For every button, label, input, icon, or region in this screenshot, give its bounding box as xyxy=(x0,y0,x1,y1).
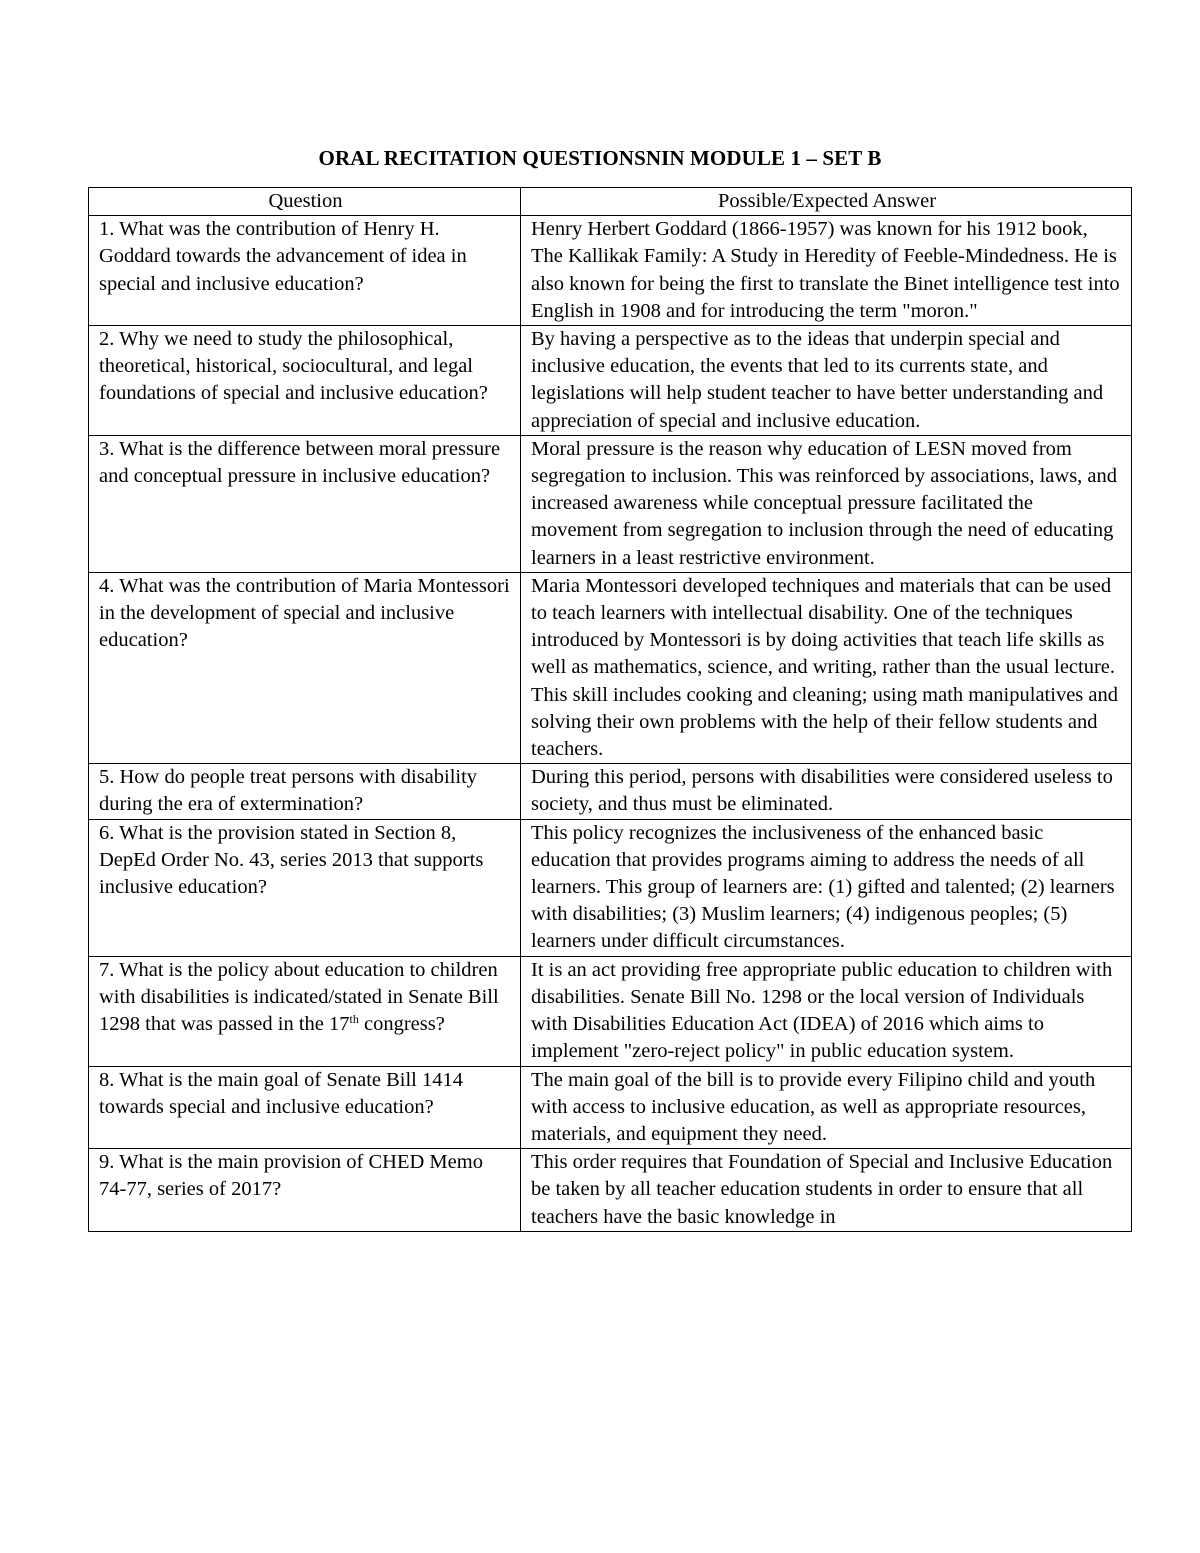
table-row xyxy=(89,764,1132,819)
qa-table xyxy=(88,187,1132,1232)
table-header-row xyxy=(89,188,1132,216)
answer-cell: Moral pressure is the reason why education of LESN moved from segregation to inclusion. This was reinforced by associations, laws, and increased awareness while conceptual pressure facilitated the movement from segregation to inclusion through the need of educating learners in a least restrictive environment. xyxy=(521,435,1132,572)
question-cell: 2. Why we need to study the philosophical, theoretical, historical, sociocultural, and legal foundations of special and inclusive education? xyxy=(89,326,521,436)
table-row xyxy=(89,1066,1132,1149)
table-row xyxy=(89,216,1132,326)
question-cell: 8. What is the main goal of Senate Bill 1414 towards special and inclusive education? xyxy=(89,1066,521,1149)
table-row xyxy=(89,1149,1132,1232)
question-cell: 1. What was the contribution of Henry H. Goddard towards the advancement of idea in special and inclusive education? xyxy=(89,216,521,326)
answer-cell: It is an act providing free appropriate public education to children with disabilities. Senate Bill No. 1298 or the local version of Individuals with Disabilities Education Act (IDEA) of 2016 which aims to implement "zero-reject policy" in public education system. xyxy=(521,956,1132,1066)
question-cell: 6. What is the provision stated in Section 8, DepEd Order No. 43, series 2013 that supports inclusive education? xyxy=(89,819,521,956)
answer-cell: Maria Montessori developed techniques and materials that can be used to teach learners with intellectual disability. One of the techniques introduced by Montessori is by doing activities that teach life skills as well as mathematics, science, and writing, rather than the usual lecture. This skill includes cooking and cleaning; using math manipulatives and solving their own problems with the help of their fellow students and teachers. xyxy=(521,572,1132,763)
answer-cell: By having a perspective as to the ideas that underpin special and inclusive education, the events that led to its currents state, and legislations will help student teacher to have better understanding and appreciation of special and inclusive education. xyxy=(521,326,1132,436)
question-text-end: congress? xyxy=(358,1013,445,1036)
question-cell: 5. How do people treat persons with disability during the era of extermination? xyxy=(89,764,521,819)
table-row xyxy=(89,819,1132,956)
header-answer: Possible/Expected Answer xyxy=(521,188,1132,216)
table-row xyxy=(89,326,1132,436)
answer-cell: The main goal of the bill is to provide every Filipino child and youth with access to inclusive education, as well as appropriate resources, materials, and equipment they need. xyxy=(521,1066,1132,1149)
header-question: Question xyxy=(89,188,521,216)
table-row xyxy=(89,572,1132,763)
table-row xyxy=(89,435,1132,572)
table-row xyxy=(89,956,1132,1066)
question-cell: 9. What is the main provision of CHED Memo 74-77, series of 2017? xyxy=(89,1149,521,1232)
question-cell: 4. What was the contribution of Maria Montessori in the development of special and inclusive education? xyxy=(89,572,521,763)
answer-cell: During this period, persons with disabilities were considered useless to society, and thus must be eliminated. xyxy=(521,764,1132,819)
question-text: 7. What is the policy about education to children with disabilities is indicated/stated in Senate Bill 1298 that was passed in the 17 xyxy=(99,958,499,1036)
answer-cell: Henry Herbert Goddard (1866-1957) was known for his 1912 book, The Kallikak Family: A Study in Heredity of Feeble-Mindedness. He is also known for being the first to translate the Binet intelligence test into English in 1908 and for introducing the term "moron." xyxy=(521,216,1132,326)
question-cell: 3. What is the difference between moral pressure and conceptual pressure in inclusive education? xyxy=(89,435,521,572)
question-cell xyxy=(89,956,521,1066)
page-title: ORAL RECITATION QUESTIONSNIN MODULE 1 – SET B xyxy=(318,146,882,170)
answer-cell: This order requires that Foundation of Special and Inclusive Education be taken by all teacher education students in order to ensure that all teachers have the basic knowledge in xyxy=(521,1149,1132,1232)
answer-cell: This policy recognizes the inclusiveness of the enhanced basic education that provides programs aiming to address the needs of all learners. This group of learners are: (1) gifted and talented; (2) learners with disabilities; (3) Muslim learners; (4) indigenous peoples; (5) learners under difficult circumstances. xyxy=(521,819,1132,956)
ordinal-suffix: th xyxy=(349,1012,359,1027)
